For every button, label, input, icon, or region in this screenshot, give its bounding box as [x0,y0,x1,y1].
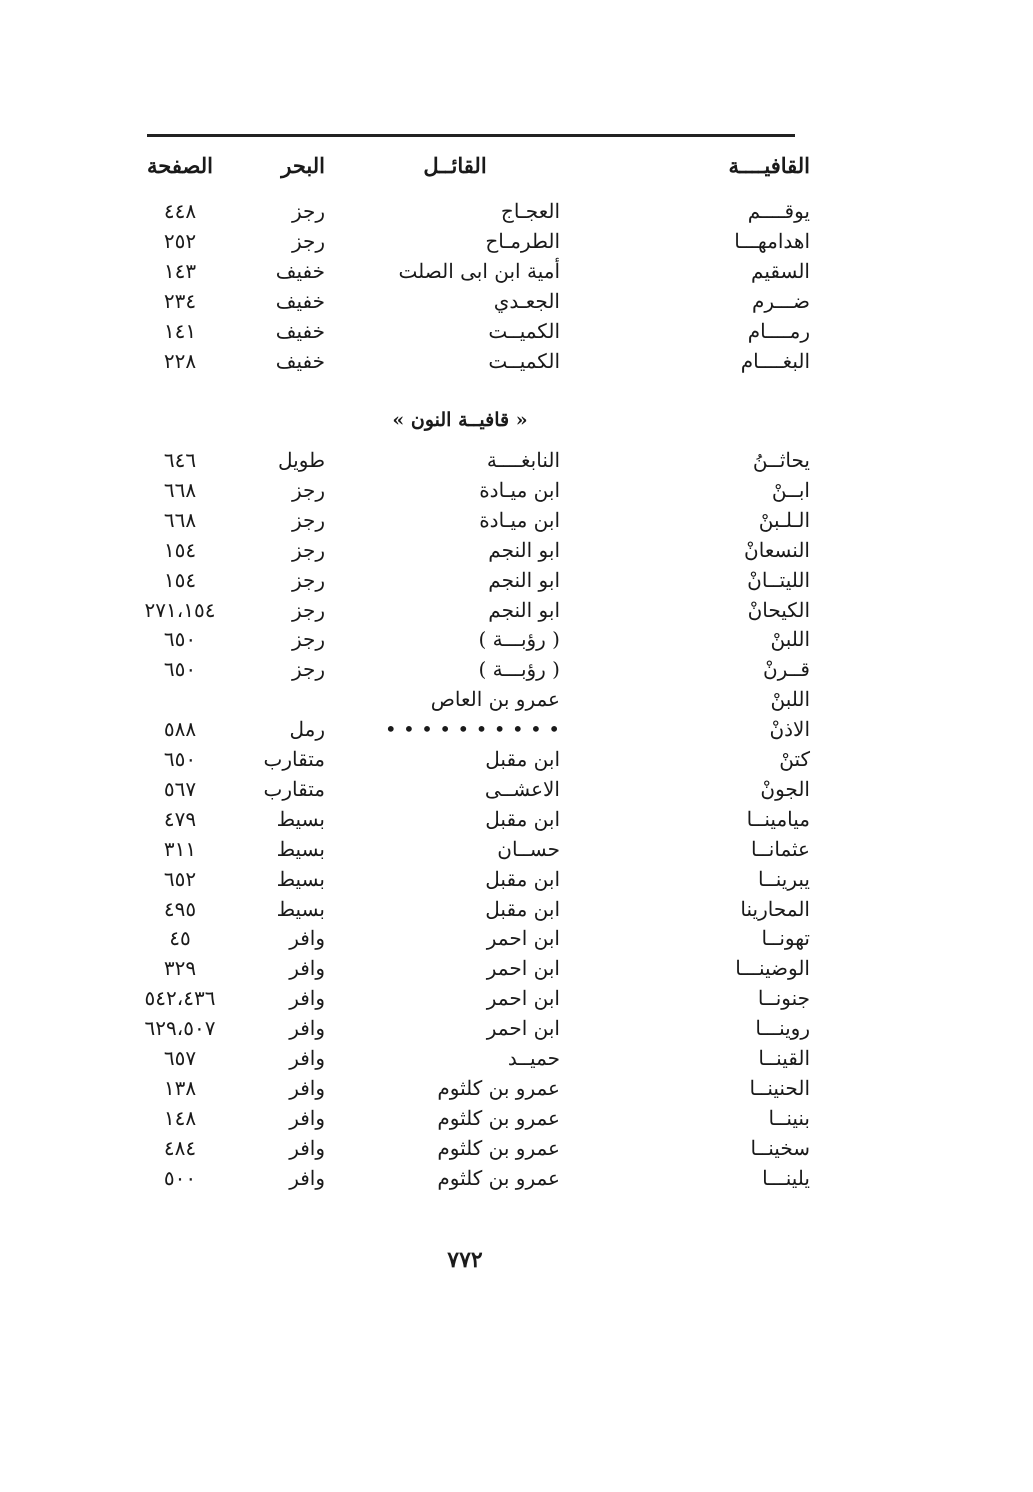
meter-cell: متقارب [263,776,325,801]
table-header [130,151,810,181]
meter-cell: بسيط [276,866,325,891]
table-row [130,834,810,864]
meter-cell: خفيف [275,289,325,313]
rhyme-cell: يحاثــنُ [752,448,810,472]
header-meter: البحر [281,153,325,178]
poet-cell: ( رؤبـــة ) [478,627,560,652]
rhyme-cell: ميامينــا [746,806,810,831]
table-row [130,624,810,654]
meter-cell: رجز [291,477,325,502]
rhyme-cell: الـلـبنْ [758,507,810,532]
meter-cell: رجز [291,597,325,622]
page-cell: ١٤١ [163,319,197,343]
table-row [130,595,810,625]
page-cell: ٤٧٩ [163,806,197,831]
table-row [130,1163,810,1193]
meter-cell: بسيط [276,896,325,921]
meter-cell: وافر [289,956,325,981]
meter-cell: متقارب [263,747,325,771]
page-cell: ٤٤٨ [163,199,197,223]
poet-cell: ابن مقبل [485,747,560,771]
table-row [130,953,810,983]
rhyme-cell: اللبنْ [770,687,810,712]
poet-cell: ابن ميـادة [479,507,560,532]
meter-cell [235,684,325,714]
meter-cell: خفيف [275,259,325,283]
rhyme-cell: النسعانْ [744,537,810,562]
table-row [130,684,810,714]
rhyme-cell: البغــــام [740,349,810,373]
poet-cell: الجعـدي [493,289,560,313]
poet-cell: العجـاج [500,199,560,223]
meter-cell: رمل [289,717,325,742]
table-row [130,1133,810,1163]
rhyme-cell: المحارينا [740,896,810,921]
page-cell: ١٥٤ [163,567,197,592]
page-cell: ٣٢٩ [163,956,197,981]
rhyme-cell: تهونــا [761,926,810,951]
section-title: « قافيــة النون » [392,409,528,431]
meter-cell: وافر [289,1075,325,1100]
page-cell: ٣١١ [163,836,197,861]
page-cell: ٤٥ [169,926,191,951]
page-cell: ٦٦٨ [163,477,197,502]
rhyme-cell: السقيم [751,259,810,283]
rhyme-cell: الليتــانْ [747,567,810,592]
poet-cell: عمرو بن كلثوم [437,1135,560,1160]
rhyme-cell: الحنينــا [749,1075,810,1100]
page-cell: ١٣٨ [163,1075,197,1100]
rhyme-cell: ابــنْ [771,477,810,502]
poet-cell: حميــد [507,1046,560,1070]
page-cell: ٦٤٦ [163,448,197,472]
table-row [130,445,810,475]
meter-cell: طويل [278,448,325,472]
meter-cell: رجز [291,567,325,592]
rhyme-cell: روينـــا [755,1016,810,1041]
page-cell: ٦٥٠ [163,747,197,771]
poet-cell: ( رؤبـــة ) [478,657,560,682]
poet-cell: ابن مقبل [485,806,560,831]
meter-cell: وافر [289,926,325,951]
poet-cell: ابو النجم [488,597,560,622]
page-cell: ٦٥٢ [163,866,197,891]
meter-cell: رجز [291,627,325,652]
table-row [130,864,810,894]
rhyme-cell: جنونــا [757,986,810,1011]
meter-cell: وافر [289,1135,325,1160]
rhyme-cell: اهدامهـــا [734,229,810,253]
poet-cell: عمرو بن كلثوم [437,1075,560,1100]
top-rule [147,134,795,137]
table-row [130,744,810,774]
poet-cell: ابو النجم [488,537,560,562]
rhyme-cell: الكيحانْ [747,597,810,622]
page-cell [130,684,230,714]
page-cell: ٥٤٢،٤٣٦ [144,986,216,1011]
header-page: الصفحة [147,153,213,178]
page-cell: ٢٣٤ [163,289,197,313]
poet-cell: الكميــت [488,319,560,343]
poet-cell: الطرمـاح [485,229,560,253]
table-row [130,505,810,535]
table-row [130,475,810,505]
page-cell: ٢٧١،١٥٤ [144,597,216,622]
table-row [130,256,810,286]
poet-cell: الاعشــى [484,776,560,801]
table-row [130,1013,810,1043]
meter-cell: رجز [291,537,325,562]
table-row [130,226,810,256]
page-cell: ٥٦٧ [163,776,197,801]
table-row [130,535,810,565]
poet-cell: ابن احمر [486,986,560,1011]
rhyme-cell: يوقــــم [747,199,810,223]
rhyme-cell: الوضينـــا [735,956,810,981]
header-poet: القائــل [423,153,487,178]
page-cell: ١٤٣ [163,259,197,283]
poet-cell: حســان [497,836,560,861]
poet-cell: عمرو بن كلثوم [437,1165,560,1190]
meter-cell: بسيط [276,806,325,831]
page-cell: ٥٨٨ [163,717,197,742]
poet-cell: • • • • • • • • • • [384,717,560,742]
rhyme-cell: سخينــا [750,1135,810,1160]
header-rhyme: القافيــــة [728,153,810,178]
meter-cell: وافر [289,1046,325,1070]
meter-cell: بسيط [276,836,325,861]
page-cell: ٦٢٩،٥٠٧ [144,1016,216,1041]
page-cell: ٦٥٠ [163,627,197,652]
table-row [130,804,810,834]
meter-cell: خفيف [275,349,325,373]
page-cell: ٥٠٠ [163,1165,197,1190]
page-cell: ٦٥٠ [163,657,197,682]
poet-cell: ابن مقبل [485,896,560,921]
table-row [130,1103,810,1133]
meter-cell: وافر [289,1165,325,1190]
rhyme-cell: بنينــا [768,1105,810,1130]
page-number: ٧٧٢ [447,1247,483,1273]
table-row [130,894,810,924]
poet-cell: ابو النجم [488,567,560,592]
page-cell: ٦٦٨ [163,507,197,532]
table-row [130,196,810,226]
meter-cell: رجز [291,507,325,532]
poet-cell: أمية ابن ابى الصلت [398,259,560,283]
poet-cell: النابغــــة [486,448,560,472]
poet-cell: ابن احمر [486,956,560,981]
rhyme-cell: رمــــام [747,319,810,343]
table-row [130,714,810,744]
page-cell: ١٥٤ [163,537,197,562]
page-cell: ٤٨٤ [163,1135,197,1160]
meter-cell: رجز [291,657,325,682]
table-row [130,774,810,804]
poet-cell: عمرو بن كلثوم [437,1105,560,1130]
rhyme-cell: القينــا [758,1046,810,1070]
page-cell: ٦٥٧ [163,1046,197,1070]
rhyme-cell: الجونْ [760,776,810,801]
table-row [130,346,810,376]
rhyme-cell: عثمانــا [750,836,810,861]
meter-cell: وافر [289,1016,325,1041]
meter-cell: رجز [291,229,325,253]
page-cell: ٢٢٨ [163,349,197,373]
table-row [130,983,810,1013]
page-cell: ٤٩٥ [163,896,197,921]
meter-cell: وافر [289,1105,325,1130]
rhyme-cell: يبرينــا [757,866,810,891]
rhyme-cell: الاذنْ [769,717,810,742]
poet-cell: ابن ميـادة [479,477,560,502]
rhyme-cell: كتنْ [779,747,810,771]
poet-cell: ابن احمر [486,926,560,951]
table-row [130,1073,810,1103]
table-row [130,316,810,346]
rhyme-cell: قــرنْ [762,657,810,682]
poet-cell: ابن احمر [486,1016,560,1041]
meter-cell: وافر [289,986,325,1011]
poet-cell: عمرو بن العاص [430,687,560,712]
table-row [130,286,810,316]
meter-cell: خفيف [275,319,325,343]
table-row [130,923,810,953]
page-cell: ٢٥٢ [163,229,197,253]
poet-cell: ابن مقبل [485,866,560,891]
table-row [130,1043,810,1073]
page-cell: ١٤٨ [163,1105,197,1130]
rhyme-cell: يلينـــا [762,1165,810,1190]
rhyme-cell: ضـــرم [752,289,810,313]
table-row [130,654,810,684]
poet-cell: الكميــت [488,349,560,373]
rhyme-cell: اللبنْ [770,627,810,652]
meter-cell: رجز [291,199,325,223]
table-row [130,565,810,595]
